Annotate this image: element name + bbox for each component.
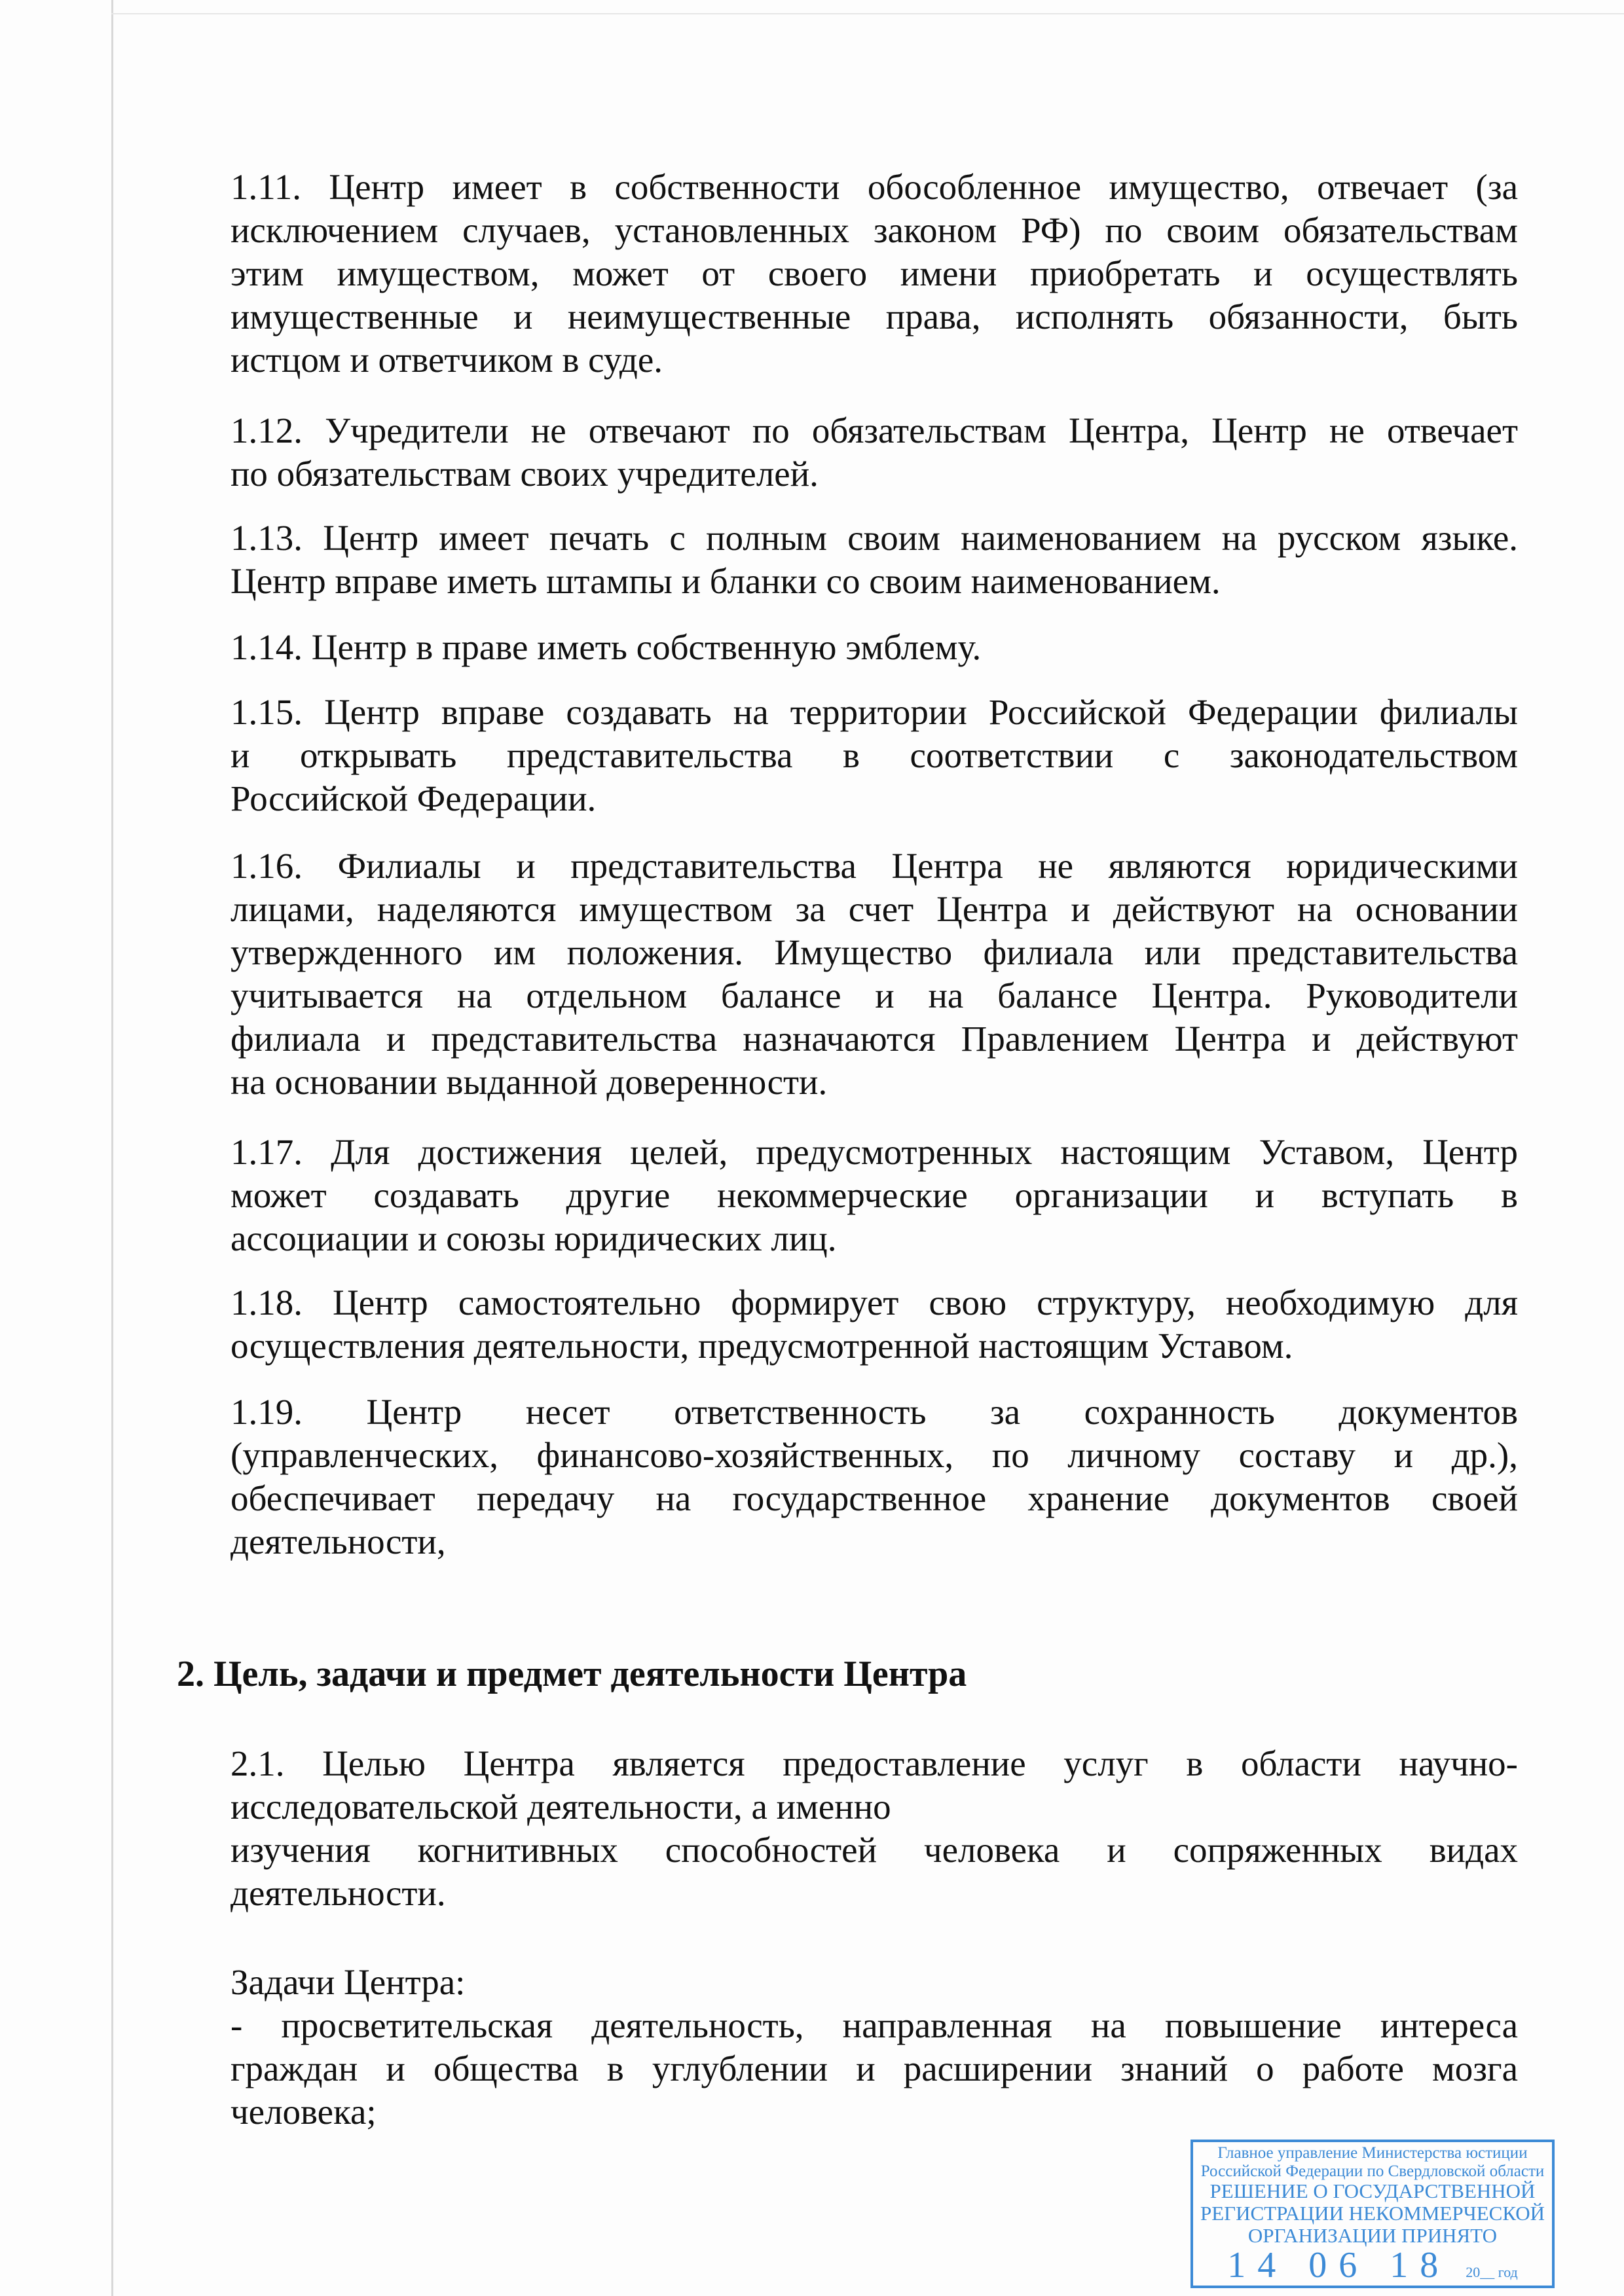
- stamp-line: ОРГАНИЗАЦИИ ПРИНЯТО: [1247, 2224, 1498, 2248]
- stamp-line: Российской Федерации по Свердловской области: [1200, 2162, 1545, 2180]
- text-line: 1.14. Центр в праве иметь собственную эмблему.: [231, 627, 982, 667]
- paragraph: [231, 1391, 1518, 1563]
- text-line: ассоциации и союзы юридических лиц.: [231, 1218, 837, 1258]
- text-line: 1.16. Филиалы и представительства Центра не являются юридическими: [231, 846, 1518, 886]
- paragraph-2-1: [231, 1742, 1518, 1915]
- stamp-year: 20__ год: [1466, 2264, 1518, 2281]
- text-line: 1.19. Центр несет ответственность за сохранность документов: [231, 1392, 1518, 1432]
- text-line: 1.15. Центр вправе создавать на территории Российской Федерации филиалы: [231, 692, 1518, 732]
- text-line: 1.18. Центр самостоятельно формирует свою структуру, необходимую для: [231, 1283, 1518, 1322]
- text-line: исключением случаев, установленных законом РФ) по своим обязательствам: [231, 210, 1518, 250]
- text-line: граждан и общества в углублении и расширении знаний о работе мозга: [231, 2049, 1518, 2088]
- paragraph: [231, 626, 1518, 669]
- text-line: филиала и представительства назначаются Правлением Центра и действуют: [231, 1019, 1518, 1059]
- stamp-date: 14 06 18: [1227, 2245, 1450, 2286]
- text-line: изучения когнитивных способностей человека и сопряженных видах: [231, 1830, 1518, 1870]
- text-line: человека;: [231, 2092, 377, 2132]
- text-line: исследовательской деятельности, а именно: [231, 1787, 891, 1827]
- text-line: деятельности,: [231, 1522, 446, 1561]
- text-line: истцом и ответчиком в суде.: [231, 340, 663, 380]
- task-item: [231, 2004, 1518, 2134]
- scan-edge-top: [111, 13, 1624, 14]
- paragraph: [231, 409, 1518, 496]
- text-line: 2.1. Целью Центра является предоставление услуг в области научно-: [231, 1743, 1518, 1783]
- text-line: осуществления деятельности, предусмотренной настоящим Уставом.: [231, 1326, 1293, 1366]
- text-line: - просветительская деятельность, направленная на повышение интереса: [231, 2005, 1518, 2045]
- text-line: 1.13. Центр имеет печать с полным своим наименованием на русском языке.: [231, 518, 1518, 558]
- stamp-date-row: [1227, 2247, 1518, 2284]
- stamp-line: РЕГИСТРАЦИИ НЕКОММЕРЧЕСКОЙ: [1200, 2202, 1545, 2225]
- text-line: 1.12. Учредители не отвечают по обязательствам Центра, Центр не отвечает: [231, 410, 1518, 450]
- paragraph: [231, 845, 1518, 1104]
- section-heading: 2. Цель, задачи и предмет деятельности Центра: [177, 1654, 967, 1694]
- text-line: деятельности.: [231, 1873, 446, 1913]
- text-line: этим имуществом, может от своего имени приобретать и осуществлять: [231, 253, 1518, 293]
- text-line: 1.17. Для достижения целей, предусмотренных настоящим Уставом, Центр: [231, 1132, 1518, 1172]
- paragraph: [231, 1131, 1518, 1260]
- text-line: учитывается на отдельном балансе и на балансе Центра. Руководители: [231, 975, 1518, 1015]
- registration-stamp: [1190, 2140, 1555, 2288]
- text-line: Российской Федерации.: [231, 778, 597, 818]
- text-line: Центр вправе иметь штампы и бланки со своим наименованием.: [231, 561, 1221, 601]
- text-line: может создавать другие некоммерческие организации и вступать в: [231, 1175, 1518, 1215]
- text-line: обеспечивает передачу на государственное хранение документов своей: [231, 1478, 1518, 1518]
- paragraph: [231, 1281, 1518, 1368]
- text-line: имущественные и неимущественные права, исполнять обязанности, быть: [231, 297, 1518, 337]
- text-line: утвержденного им положения. Имущество филиала или представительства: [231, 932, 1518, 972]
- text-line: (управленческих, финансово-хозяйственных, по личному составу и др.),: [231, 1435, 1518, 1475]
- scan-edge: [111, 0, 113, 2296]
- stamp-line: Главное управление Министерства юстиции: [1217, 2144, 1528, 2162]
- paragraph: [231, 517, 1518, 603]
- stamp-line: РЕШЕНИЕ О ГОСУДАРСТВЕННОЙ: [1209, 2179, 1536, 2202]
- text-line: лицами, наделяются имуществом за счет Центра и действуют на основании: [231, 889, 1518, 929]
- text-line: и открывать представительства в соответствии с законодательством: [231, 735, 1518, 775]
- text-line: по обязательствам своих учредителей.: [231, 454, 819, 494]
- tasks-title: Задачи Центра:: [231, 1962, 466, 2002]
- text-line: 1.11. Центр имеет в собственности обособленное имущество, отвечает (за: [231, 167, 1518, 207]
- paragraph: [231, 691, 1518, 820]
- text-line: на основании выданной доверенности.: [231, 1062, 828, 1102]
- paragraph: [231, 166, 1518, 382]
